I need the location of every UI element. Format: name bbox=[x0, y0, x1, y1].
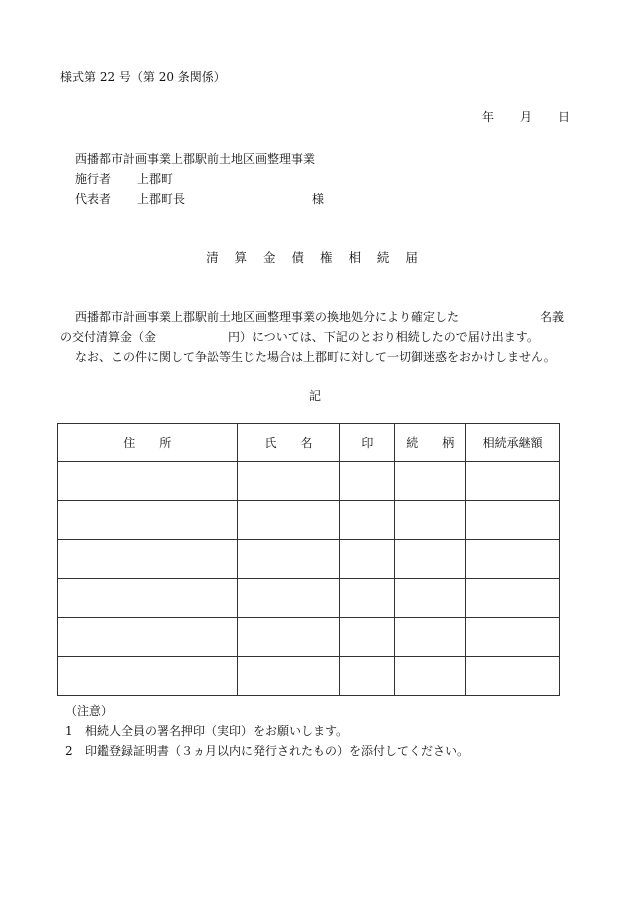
table-row bbox=[58, 462, 560, 501]
note-text: 印鑑登録証明書（３ヵ月以内に発行されたもの）を添付してください。 bbox=[85, 744, 470, 758]
name-cell[interactable] bbox=[237, 618, 340, 657]
note-number: 1 bbox=[65, 724, 73, 738]
amount-cell[interactable] bbox=[466, 540, 560, 579]
inheritor-table bbox=[57, 423, 560, 696]
relationship-cell[interactable] bbox=[395, 618, 466, 657]
table-row bbox=[58, 501, 560, 540]
table-header-row bbox=[58, 424, 560, 462]
notes-heading: （注意） bbox=[65, 704, 114, 718]
seal-cell[interactable] bbox=[340, 540, 395, 579]
addressee-representative bbox=[75, 190, 185, 207]
note-item bbox=[65, 742, 469, 759]
implementer-label: 施行者 bbox=[75, 172, 112, 186]
name-cell[interactable] bbox=[237, 579, 340, 618]
seal-cell[interactable] bbox=[340, 579, 395, 618]
relationship-cell[interactable] bbox=[395, 540, 466, 579]
name-cell[interactable] bbox=[237, 657, 340, 696]
name-cell[interactable] bbox=[237, 501, 340, 540]
table-row bbox=[58, 618, 560, 657]
amount-prefix: の交付清算金（金 bbox=[60, 330, 157, 344]
relationship-cell[interactable] bbox=[395, 579, 466, 618]
relationship-cell[interactable] bbox=[395, 501, 466, 540]
ki-mark: 記 bbox=[308, 389, 321, 403]
note-item bbox=[65, 722, 348, 739]
representative-label: 代表者 bbox=[75, 192, 112, 206]
seal-cell[interactable] bbox=[340, 462, 395, 501]
address-cell[interactable] bbox=[58, 462, 238, 501]
addressee-project: 西播都市計画事業上郡駅前土地区画整理事業 bbox=[75, 152, 316, 166]
amount-cell[interactable] bbox=[466, 579, 560, 618]
address-cell[interactable] bbox=[58, 501, 238, 540]
column-header-relationship: 続 柄 bbox=[395, 424, 466, 462]
column-header-seal: 印 bbox=[340, 424, 395, 462]
representative-value: 上郡町長 bbox=[137, 192, 186, 206]
body-line-2 bbox=[60, 328, 539, 345]
implementer-value: 上郡町 bbox=[137, 172, 174, 186]
seal-cell[interactable] bbox=[340, 618, 395, 657]
address-cell[interactable] bbox=[58, 540, 238, 579]
name-cell[interactable] bbox=[237, 540, 340, 579]
address-cell[interactable] bbox=[58, 579, 238, 618]
amount-cell[interactable] bbox=[466, 501, 560, 540]
column-header-name: 氏 名 bbox=[237, 424, 340, 462]
address-cell[interactable] bbox=[58, 618, 238, 657]
table-row bbox=[58, 579, 560, 618]
note-number: 2 bbox=[65, 744, 73, 758]
relationship-cell[interactable] bbox=[395, 462, 466, 501]
addressee-implementer bbox=[75, 170, 173, 187]
table-row bbox=[58, 540, 560, 579]
amount-cell[interactable] bbox=[466, 462, 560, 501]
honorific: 様 bbox=[312, 192, 325, 206]
amount-cell[interactable] bbox=[466, 657, 560, 696]
column-header-address: 住 所 bbox=[58, 424, 238, 462]
date-month-label: 月 bbox=[520, 110, 533, 124]
address-cell[interactable] bbox=[58, 657, 238, 696]
body-line-3: なお、この件に関して争訟等生じた場合は上郡町に対して一切御迷惑をおかけしません。 bbox=[75, 350, 556, 364]
name-cell[interactable] bbox=[237, 462, 340, 501]
date-year-label: 年 bbox=[482, 110, 495, 124]
note-text: 相続人全員の署名押印（実印）をお願いします。 bbox=[85, 724, 349, 738]
document-title: 清 算 金 債 権 相 続 届 bbox=[206, 250, 424, 265]
relationship-cell[interactable] bbox=[395, 657, 466, 696]
seal-cell[interactable] bbox=[340, 501, 395, 540]
column-header-amount: 相続承継額 bbox=[466, 424, 560, 462]
amount-cell[interactable] bbox=[466, 618, 560, 657]
date-line bbox=[482, 108, 570, 125]
form-number: 様式第 22 号（第 20 条関係） bbox=[60, 70, 226, 84]
date-day-label: 日 bbox=[558, 110, 571, 124]
body-line-1-suffix: 名義 bbox=[540, 310, 565, 324]
seal-cell[interactable] bbox=[340, 657, 395, 696]
amount-suffix: 円）については、下記のとおり相続したので届け出ます。 bbox=[228, 330, 539, 344]
body-line-1: 西播都市計画事業上郡駅前土地区画整理事業の換地処分により確定した bbox=[75, 310, 460, 324]
table-row bbox=[58, 657, 560, 696]
